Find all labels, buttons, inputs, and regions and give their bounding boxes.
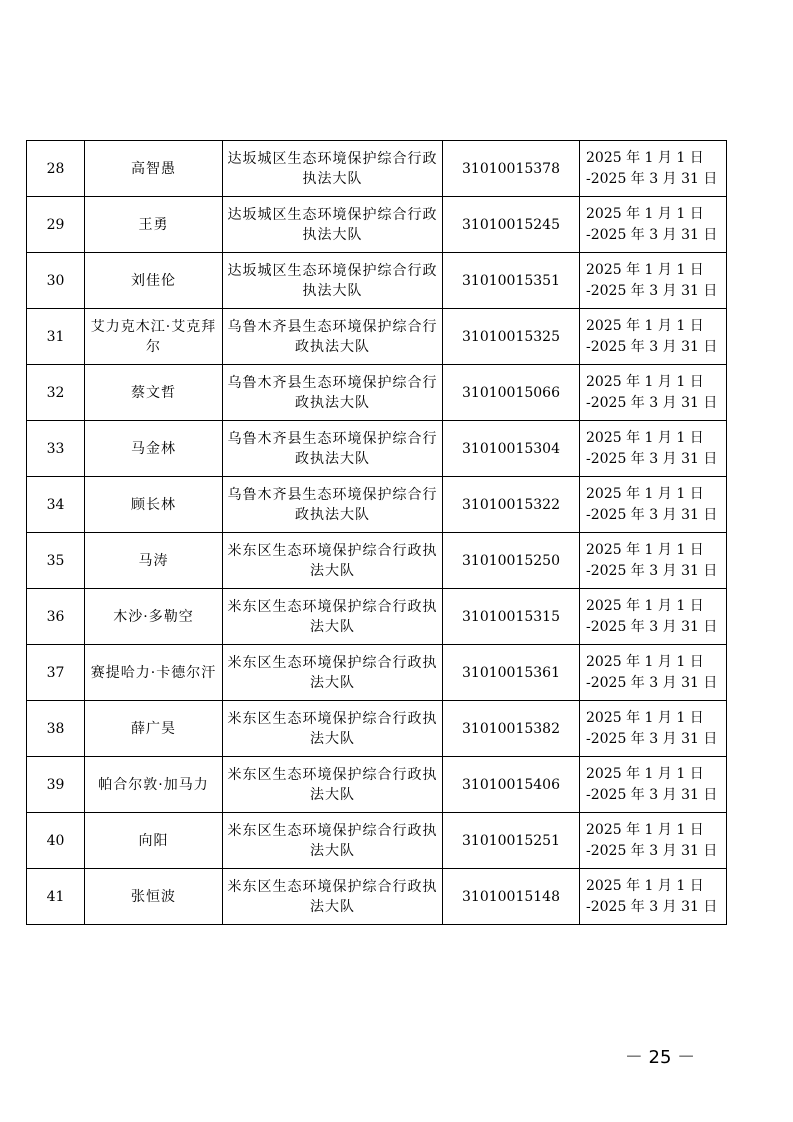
enforcement-unit-cell (223, 813, 443, 869)
certificate-number-cell (443, 813, 580, 869)
officer-name: 木沙·多勒空 (113, 608, 194, 625)
table-row (27, 253, 727, 309)
certificate-number: 31010015351 (462, 272, 560, 289)
table-row (27, 869, 727, 925)
certificate-number: 31010015148 (462, 888, 560, 905)
certificate-number: 31010015406 (462, 776, 560, 793)
row-number-cell (27, 141, 85, 197)
validity-start-date: 2025 年 1 月 1 日 (586, 821, 704, 838)
validity-end-date: -2025 年 3 月 31 日 (586, 506, 718, 523)
officer-name: 艾力克木江·艾克拜尔 (90, 318, 217, 355)
validity-start-date: 2025 年 1 月 1 日 (586, 373, 704, 390)
enforcement-unit-cell (223, 365, 443, 421)
enforcement-unit-cell (223, 533, 443, 589)
certificate-number-cell (443, 365, 580, 421)
officer-name: 马涛 (138, 552, 169, 569)
enforcement-unit-cell (223, 421, 443, 477)
table-row (27, 533, 727, 589)
certificate-number-cell (443, 645, 580, 701)
certificate-number-cell (443, 589, 580, 645)
validity-period-cell (580, 141, 727, 197)
row-number-cell (27, 253, 85, 309)
validity-period-cell (580, 701, 727, 757)
validity-end-date: -2025 年 3 月 31 日 (586, 450, 718, 467)
certificate-number: 31010015322 (462, 496, 560, 513)
officer-name: 蔡文哲 (131, 384, 176, 401)
certificate-number: 31010015251 (462, 832, 560, 849)
table-row (27, 757, 727, 813)
row-number: 41 (46, 888, 65, 905)
officer-name-cell (85, 645, 223, 701)
row-number: 32 (46, 384, 65, 401)
enforcement-unit: 米东区生态环境保护综合行政执法大队 (227, 542, 438, 579)
row-number-cell (27, 869, 85, 925)
officer-name-cell (85, 253, 223, 309)
certificate-number-cell (443, 197, 580, 253)
validity-start-date: 2025 年 1 月 1 日 (586, 261, 704, 278)
officer-name: 赛提哈力·卡德尔汗 (90, 664, 217, 681)
row-number: 28 (46, 160, 65, 177)
officer-name: 薛广昊 (131, 720, 176, 737)
officer-name: 帕合尔敦·加马力 (98, 776, 209, 793)
validity-period-cell (580, 365, 727, 421)
validity-period-cell (580, 589, 727, 645)
validity-end-date: -2025 年 3 月 31 日 (586, 282, 718, 299)
certificate-number-cell (443, 533, 580, 589)
officer-name-cell (85, 309, 223, 365)
validity-end-date: -2025 年 3 月 31 日 (586, 898, 718, 915)
row-number-cell (27, 421, 85, 477)
validity-period-cell (580, 645, 727, 701)
certificate-number-cell (443, 421, 580, 477)
officer-name-cell (85, 757, 223, 813)
validity-start-date: 2025 年 1 月 1 日 (586, 765, 704, 782)
table-row (27, 813, 727, 869)
officer-name-cell (85, 365, 223, 421)
row-number-cell (27, 197, 85, 253)
row-number: 38 (46, 720, 65, 737)
certificate-number-cell (443, 253, 580, 309)
table-row (27, 421, 727, 477)
validity-end-date: -2025 年 3 月 31 日 (586, 618, 718, 635)
row-number-cell (27, 701, 85, 757)
row-number-cell (27, 365, 85, 421)
validity-period-cell (580, 421, 727, 477)
row-number: 39 (46, 776, 65, 793)
row-number: 34 (46, 496, 65, 513)
row-number-cell (27, 477, 85, 533)
enforcement-unit-cell (223, 757, 443, 813)
officer-name: 向阳 (138, 832, 169, 849)
enforcement-unit: 米东区生态环境保护综合行政执法大队 (227, 598, 438, 635)
page-number: － 25 － (624, 1047, 696, 1068)
certificate-number-cell (443, 869, 580, 925)
officer-roster-table (26, 140, 727, 925)
enforcement-unit-cell (223, 141, 443, 197)
row-number: 36 (46, 608, 65, 625)
enforcement-unit: 乌鲁木齐县生态环境保护综合行政执法大队 (227, 318, 438, 355)
officer-name: 张恒波 (131, 888, 176, 905)
enforcement-unit: 乌鲁木齐县生态环境保护综合行政执法大队 (227, 486, 438, 523)
validity-period-cell (580, 477, 727, 533)
certificate-number-cell (443, 309, 580, 365)
validity-start-date: 2025 年 1 月 1 日 (586, 485, 704, 502)
row-number-cell (27, 757, 85, 813)
validity-period-cell (580, 197, 727, 253)
certificate-number-cell (443, 477, 580, 533)
table-row (27, 197, 727, 253)
table-row (27, 477, 727, 533)
validity-start-date: 2025 年 1 月 1 日 (586, 877, 704, 894)
certificate-number-cell (443, 757, 580, 813)
enforcement-unit-cell (223, 645, 443, 701)
table-row (27, 589, 727, 645)
officer-name-cell (85, 141, 223, 197)
validity-end-date: -2025 年 3 月 31 日 (586, 338, 718, 355)
validity-start-date: 2025 年 1 月 1 日 (586, 653, 704, 670)
enforcement-unit: 达坂城区生态环境保护综合行政执法大队 (227, 206, 438, 243)
validity-period-cell (580, 253, 727, 309)
row-number-cell (27, 645, 85, 701)
validity-start-date: 2025 年 1 月 1 日 (586, 205, 704, 222)
row-number-cell (27, 309, 85, 365)
enforcement-unit: 乌鲁木齐县生态环境保护综合行政执法大队 (227, 374, 438, 411)
certificate-number: 31010015325 (462, 328, 560, 345)
enforcement-unit-cell (223, 309, 443, 365)
enforcement-unit: 乌鲁木齐县生态环境保护综合行政执法大队 (227, 430, 438, 467)
certificate-number: 31010015382 (462, 720, 560, 737)
validity-start-date: 2025 年 1 月 1 日 (586, 317, 704, 334)
row-number: 37 (46, 664, 65, 681)
officer-name: 刘佳伦 (131, 272, 176, 289)
row-number: 31 (46, 328, 65, 345)
certificate-number: 31010015304 (462, 440, 560, 457)
certificate-number: 31010015361 (462, 664, 560, 681)
enforcement-unit: 米东区生态环境保护综合行政执法大队 (227, 822, 438, 859)
enforcement-unit-cell (223, 197, 443, 253)
officer-name-cell (85, 701, 223, 757)
row-number: 40 (46, 832, 65, 849)
enforcement-unit: 米东区生态环境保护综合行政执法大队 (227, 766, 438, 803)
row-number: 29 (46, 216, 65, 233)
validity-end-date: -2025 年 3 月 31 日 (586, 730, 718, 747)
enforcement-unit: 米东区生态环境保护综合行政执法大队 (227, 654, 438, 691)
table-row (27, 701, 727, 757)
officer-name: 顾长林 (131, 496, 176, 513)
validity-end-date: -2025 年 3 月 31 日 (586, 170, 718, 187)
officer-name-cell (85, 869, 223, 925)
officer-name-cell (85, 477, 223, 533)
validity-end-date: -2025 年 3 月 31 日 (586, 842, 718, 859)
row-number: 30 (46, 272, 65, 289)
validity-end-date: -2025 年 3 月 31 日 (586, 674, 718, 691)
validity-end-date: -2025 年 3 月 31 日 (586, 786, 718, 803)
validity-period-cell (580, 757, 727, 813)
table-row (27, 141, 727, 197)
row-number-cell (27, 533, 85, 589)
table-row (27, 645, 727, 701)
validity-end-date: -2025 年 3 月 31 日 (586, 394, 718, 411)
validity-period-cell (580, 869, 727, 925)
validity-start-date: 2025 年 1 月 1 日 (586, 149, 704, 166)
certificate-number-cell (443, 701, 580, 757)
enforcement-unit-cell (223, 253, 443, 309)
enforcement-unit: 米东区生态环境保护综合行政执法大队 (227, 878, 438, 915)
enforcement-unit: 达坂城区生态环境保护综合行政执法大队 (227, 150, 438, 187)
enforcement-unit-cell (223, 869, 443, 925)
validity-period-cell (580, 813, 727, 869)
certificate-number: 31010015378 (462, 160, 560, 177)
certificate-number: 31010015250 (462, 552, 560, 569)
officer-name: 王勇 (138, 216, 169, 233)
validity-start-date: 2025 年 1 月 1 日 (586, 597, 704, 614)
table-row (27, 309, 727, 365)
row-number-cell (27, 589, 85, 645)
row-number: 35 (46, 552, 65, 569)
validity-period-cell (580, 309, 727, 365)
enforcement-unit-cell (223, 477, 443, 533)
certificate-number: 31010015315 (462, 608, 560, 625)
certificate-number-cell (443, 141, 580, 197)
validity-start-date: 2025 年 1 月 1 日 (586, 541, 704, 558)
officer-name: 高智愚 (131, 160, 176, 177)
table-row (27, 365, 727, 421)
officer-name-cell (85, 813, 223, 869)
officer-name-cell (85, 589, 223, 645)
officer-name-cell (85, 421, 223, 477)
officer-name: 马金林 (131, 440, 176, 457)
row-number-cell (27, 813, 85, 869)
validity-period-cell (580, 533, 727, 589)
validity-end-date: -2025 年 3 月 31 日 (586, 226, 718, 243)
validity-start-date: 2025 年 1 月 1 日 (586, 429, 704, 446)
roster-table-body (27, 141, 727, 925)
officer-name-cell (85, 533, 223, 589)
validity-start-date: 2025 年 1 月 1 日 (586, 709, 704, 726)
certificate-number: 31010015066 (462, 384, 560, 401)
enforcement-unit-cell (223, 701, 443, 757)
certificate-number: 31010015245 (462, 216, 560, 233)
validity-end-date: -2025 年 3 月 31 日 (586, 562, 718, 579)
enforcement-unit: 米东区生态环境保护综合行政执法大队 (227, 710, 438, 747)
enforcement-unit-cell (223, 589, 443, 645)
row-number: 33 (46, 440, 65, 457)
officer-name-cell (85, 197, 223, 253)
enforcement-unit: 达坂城区生态环境保护综合行政执法大队 (227, 262, 438, 299)
